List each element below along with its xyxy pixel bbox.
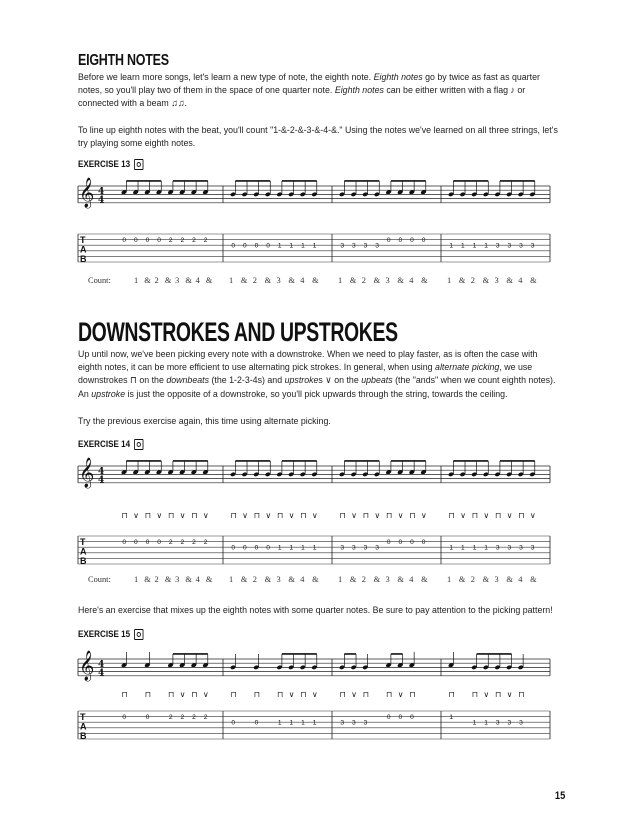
tab-fret-number: 0: [410, 237, 414, 244]
pick-stroke-symbol: ∨: [351, 690, 357, 699]
count-syllable: &: [373, 276, 381, 285]
count-syllable: 4: [518, 276, 523, 285]
tab-fret-number: 0: [410, 539, 414, 546]
treble-clef-icon: 𝄞: [79, 651, 95, 682]
pick-stroke-symbol: ⊓: [277, 690, 284, 699]
tab-fret-number: 1: [484, 242, 488, 250]
tab-fret-number: 0: [145, 237, 150, 244]
tab-fret-number: 1: [449, 242, 454, 250]
count-syllable: 1: [338, 575, 343, 584]
exercise-13-notation: [74, 172, 558, 292]
tab-fret-number: 2: [168, 539, 173, 546]
tab-fret-number: 0: [421, 539, 426, 546]
tab-fret-number: 1: [289, 544, 294, 552]
pick-stroke-symbol: ∨: [156, 511, 163, 520]
pick-stroke-symbol: ⊓: [448, 690, 455, 699]
tab-fret-number: 1: [312, 544, 317, 552]
count-syllable: 4: [300, 575, 305, 584]
count-syllable: &: [264, 575, 272, 584]
tab-fret-number: 3: [340, 544, 345, 552]
section-title-eighth-notes: EIGHTH NOTES: [78, 52, 169, 69]
pick-stroke-symbol: ⊓: [168, 690, 175, 699]
pick-stroke-symbol: ∨: [179, 690, 186, 699]
tab-fret-number: 0: [145, 539, 150, 546]
tab-fret-number: 2: [192, 539, 196, 546]
pick-stroke-symbol: ⊓: [386, 690, 393, 699]
time-signature-top: 4: [98, 659, 105, 670]
tab-fret-number: 0: [254, 242, 259, 250]
tab-clef-letter: A: [80, 721, 87, 732]
pick-stroke-symbol: ∨: [397, 511, 404, 520]
tab-fret-number: 2: [180, 237, 185, 244]
time-signature-bottom: 4: [98, 195, 105, 206]
tab-fret-number: 3: [530, 242, 535, 250]
page-number: 15: [554, 790, 566, 802]
tab-clef-letter: T: [80, 712, 86, 722]
count-syllable: 4: [409, 276, 414, 285]
tab-fret-number: 1: [312, 719, 317, 727]
count-syllable: 2: [361, 276, 366, 285]
time-signature-bottom: 4: [98, 668, 105, 679]
count-syllable: 2: [252, 276, 257, 285]
tab-fret-number: 2: [203, 539, 208, 546]
tab-fret-number: 0: [231, 719, 236, 727]
pick-stroke-symbol: ⊓: [362, 511, 369, 520]
tab-clef-letter: B: [80, 731, 87, 741]
count-syllable: 4: [195, 276, 200, 285]
tab-fret-number: 0: [134, 539, 138, 546]
pick-stroke-symbol: ⊓: [471, 511, 478, 520]
pick-stroke-symbol: ⊓: [144, 690, 151, 699]
count-syllable: 4: [409, 575, 414, 584]
tab-fret-number: 3: [507, 719, 512, 727]
tab-fret-number: 1: [277, 242, 282, 250]
pick-stroke-symbol: ⊓: [409, 690, 416, 699]
alternate-picking-instruction: Try the previous exercise again, this time using alternate picking.: [78, 416, 331, 427]
tab-fret-number: 0: [231, 544, 236, 552]
tab-fret-number: 3: [363, 719, 368, 727]
tab-fret-number: 3: [363, 544, 368, 552]
count-syllable: 1: [229, 575, 234, 584]
tab-fret-number: 1: [301, 544, 305, 552]
tab-fret-number: 3: [352, 242, 356, 250]
count-syllable: 2: [470, 575, 475, 584]
count-syllable: &: [164, 575, 172, 584]
pick-stroke-symbol: ∨: [483, 511, 490, 520]
tab-fret-number: 2: [203, 714, 208, 721]
count-syllable: &: [240, 276, 248, 285]
pick-stroke-symbol: ∨: [265, 511, 272, 520]
pick-stroke-symbol: ⊓: [448, 511, 455, 520]
tab-fret-number: 0: [243, 242, 247, 250]
count-syllable: 1: [134, 276, 139, 285]
count-syllable: &: [421, 276, 428, 285]
audio-track-icon[interactable]: [134, 629, 143, 640]
exercise-label-text: EXERCISE 14: [78, 439, 131, 450]
tab-fret-number: 3: [495, 242, 500, 250]
tab-fret-number: 0: [398, 539, 403, 546]
pick-stroke-symbol: ∨: [397, 690, 404, 699]
tab-fret-number: 0: [145, 714, 150, 721]
tab-fret-number: 0: [122, 714, 127, 721]
pick-stroke-symbol: ⊓: [518, 690, 525, 699]
pick-stroke-symbol: ∨: [506, 511, 513, 520]
tab-fret-number: 1: [484, 544, 488, 552]
pick-stroke-symbol: ⊓: [230, 690, 237, 699]
count-syllable: 2: [154, 276, 159, 285]
count-syllable: &: [185, 276, 192, 285]
tab-fret-number: 1: [301, 242, 305, 250]
tab-fret-number: 0: [398, 237, 403, 244]
pick-stroke-symbol: ⊓: [518, 511, 525, 520]
pick-stroke-symbol: ⊓: [495, 511, 502, 520]
pick-stroke-symbol: ∨: [133, 511, 139, 520]
pick-stroke-symbol: ∨: [506, 690, 513, 699]
tab-fret-number: 0: [134, 237, 138, 244]
treble-clef-icon: 𝄞: [79, 458, 95, 489]
tab-fret-number: 2: [203, 237, 208, 244]
count-syllable: 2: [361, 575, 366, 584]
pick-stroke-symbol: ⊓: [300, 511, 307, 520]
tab-fret-number: 1: [472, 242, 477, 250]
audio-track-icon[interactable]: [134, 439, 143, 450]
intro-paragraph-2: To line up eighth notes with the beat, you'll count "1-&-2-&-3-&-4-&." Using the notes we've learned on all three strings, let's try playing some eighth notes.: [78, 125, 558, 150]
count-syllable: 4: [518, 575, 523, 584]
tab-fret-number: 3: [507, 242, 512, 250]
tab-fret-number: 1: [277, 544, 282, 552]
count-syllable: &: [288, 575, 295, 584]
count-syllable: 2: [470, 276, 475, 285]
tab-fret-number: 0: [157, 237, 161, 244]
tab-fret-number: 0: [157, 539, 161, 546]
tab-fret-number: 3: [375, 544, 379, 552]
count-syllable: 2: [154, 575, 159, 584]
time-signature-top: 4: [98, 466, 105, 477]
tab-fret-number: 1: [289, 242, 294, 250]
pick-stroke-symbol: ∨: [202, 690, 209, 699]
downstrokes-paragraph: Up until now, we've been picking every note with a downstroke. When we need to play faster, as is often the case with eighth notes, it can be more efficient to use alternating pick strokes. In general, when using alternate picking, we use downstrokes ⊓ on the downbeats (the 1-2-3-4s) and upstrokes ∨ on the upbeats (the "ands" when we count eighth notes). An upstroke is just the opposite of a downstroke, so you'll pick upwards through the string, towards the ceiling.: [78, 349, 556, 400]
count-syllable: 3: [385, 276, 390, 285]
tab-fret-number: 0: [410, 714, 414, 721]
tab-fret-number: 3: [340, 719, 345, 727]
pick-stroke-symbol: ∨: [529, 511, 536, 520]
tab-fret-number: 3: [519, 242, 523, 250]
tab-fret-number: 1: [472, 544, 477, 552]
pick-stroke-symbol: ∨: [242, 511, 248, 520]
count-syllable: &: [397, 276, 404, 285]
count-syllable: &: [458, 276, 466, 285]
tab-fret-number: 0: [266, 544, 270, 552]
count-label: Count:: [88, 276, 111, 285]
tab-fret-number: 0: [386, 237, 391, 244]
pick-stroke-symbol: ⊓: [121, 511, 128, 520]
exercise-14-notation: [74, 452, 558, 592]
pick-stroke-symbol: ∨: [351, 511, 357, 520]
count-syllable: 3: [276, 276, 281, 285]
exercise-label-text: EXERCISE 15: [78, 629, 131, 640]
tab-fret-number: 3: [352, 544, 356, 552]
count-syllable: &: [164, 276, 172, 285]
count-syllable: &: [373, 575, 381, 584]
tab-fret-number: 3: [340, 242, 345, 250]
pick-stroke-symbol: ∨: [460, 511, 466, 520]
tab-clef-letter: B: [80, 556, 87, 566]
pick-stroke-symbol: ∨: [288, 690, 295, 699]
pick-stroke-symbol: ⊓: [362, 690, 369, 699]
count-syllable: &: [530, 276, 537, 285]
time-signature-top: 4: [98, 186, 105, 197]
pick-stroke-symbol: ⊓: [339, 511, 346, 520]
tab-clef-letter: B: [80, 254, 87, 264]
tab-fret-number: 3: [352, 719, 356, 727]
pick-stroke-symbol: ⊓: [471, 690, 478, 699]
count-syllable: 1: [447, 276, 452, 285]
tab-fret-number: 3: [519, 544, 523, 552]
tab-fret-number: 0: [254, 719, 259, 727]
tab-clef-letter: T: [80, 537, 86, 547]
count-syllable: 3: [175, 276, 180, 285]
pick-stroke-symbol: ∨: [311, 511, 318, 520]
tab-fret-number: 0: [386, 539, 391, 546]
count-syllable: 1: [338, 276, 343, 285]
pick-stroke-symbol: ⊓: [409, 511, 416, 520]
tab-fret-number: 3: [519, 719, 523, 727]
tab-fret-number: 1: [449, 714, 454, 721]
tab-fret-number: 3: [530, 544, 535, 552]
tab-fret-number: 0: [243, 544, 247, 552]
tab-fret-number: 1: [301, 719, 305, 727]
tab-fret-number: 2: [180, 714, 185, 721]
tab-fret-number: 0: [231, 242, 236, 250]
exercise-label-text: EXERCISE 13: [78, 159, 131, 170]
count-syllable: 2: [252, 575, 257, 584]
count-syllable: 1: [447, 575, 452, 584]
tab-fret-number: 3: [363, 242, 368, 250]
pick-stroke-symbol: ⊓: [191, 690, 198, 699]
pick-stroke-symbol: ∨: [483, 690, 490, 699]
pick-stroke-symbol: ∨: [374, 511, 381, 520]
exercise-13-label: [78, 159, 144, 170]
exercise-14-label: [78, 439, 144, 450]
count-syllable: 3: [175, 575, 180, 584]
count-syllable: &: [312, 276, 319, 285]
pick-stroke-symbol: ⊓: [253, 690, 260, 699]
audio-track-icon[interactable]: [134, 159, 143, 170]
count-syllable: &: [264, 276, 272, 285]
count-syllable: &: [397, 575, 404, 584]
tab-fret-number: 0: [254, 544, 259, 552]
tab-clef-letter: A: [80, 244, 87, 255]
count-syllable: &: [240, 575, 248, 584]
tab-fret-number: 1: [449, 544, 454, 552]
count-syllable: &: [349, 276, 357, 285]
treble-clef-icon: 𝄞: [79, 178, 95, 209]
count-syllable: &: [482, 575, 490, 584]
pick-stroke-symbol: ∨: [311, 690, 318, 699]
pick-stroke-symbol: ⊓: [144, 511, 151, 520]
tab-fret-number: 1: [289, 719, 294, 727]
count-syllable: 4: [300, 276, 305, 285]
count-syllable: &: [144, 276, 151, 285]
tab-clef-letter: A: [80, 546, 87, 557]
count-syllable: 4: [195, 575, 200, 584]
tab-fret-number: 3: [495, 544, 500, 552]
count-syllable: &: [506, 575, 513, 584]
count-syllable: 1: [229, 276, 234, 285]
pick-stroke-symbol: ⊓: [168, 511, 175, 520]
tab-fret-number: 3: [495, 719, 500, 727]
intro-paragraph: Before we learn more songs, let's learn a new type of note, the eighth note. Eighth notes go by twice as fast as quarter notes, so you'll play two of them in the space of one quarter note. Eighth notes can be either written with a flag ♪ or connected with a beam ♫♫.: [78, 72, 540, 110]
pick-stroke-symbol: ∨: [202, 511, 209, 520]
tab-fret-number: 1: [312, 242, 317, 250]
pick-stroke-symbol: ∨: [420, 511, 427, 520]
tab-fret-number: 3: [375, 242, 379, 250]
tab-clef-letter: T: [80, 235, 86, 245]
count-syllable: &: [288, 276, 295, 285]
tab-fret-number: 0: [122, 237, 127, 244]
count-syllable: 3: [494, 575, 499, 584]
tab-fret-number: 1: [461, 242, 465, 250]
count-syllable: &: [458, 575, 466, 584]
tab-fret-number: 2: [192, 237, 196, 244]
pick-stroke-symbol: ⊓: [230, 511, 237, 520]
tab-fret-number: 2: [168, 237, 173, 244]
count-syllable: &: [506, 276, 513, 285]
exercise-15-label: [78, 629, 144, 640]
pick-stroke-symbol: ⊓: [277, 511, 284, 520]
tab-fret-number: 0: [421, 237, 426, 244]
count-syllable: 3: [385, 575, 390, 584]
tab-fret-number: 0: [398, 714, 403, 721]
pick-stroke-symbol: ⊓: [121, 690, 128, 699]
count-syllable: &: [530, 575, 537, 584]
count-syllable: 3: [494, 276, 499, 285]
pick-stroke-symbol: ⊓: [191, 511, 198, 520]
tab-fret-number: 2: [192, 714, 196, 721]
pick-stroke-symbol: ∨: [179, 511, 186, 520]
count-syllable: &: [205, 575, 213, 584]
pick-stroke-symbol: ⊓: [386, 511, 393, 520]
exercise-15-notation: [74, 645, 558, 765]
tab-fret-number: 1: [277, 719, 282, 727]
mixed-notes-paragraph: Here's an exercise that mixes up the eighth notes with some quarter notes. Be sure to pay attention to the picking pattern!: [78, 605, 553, 616]
pick-stroke-symbol: ∨: [288, 511, 295, 520]
pick-stroke-symbol: ⊓: [339, 690, 346, 699]
count-syllable: &: [144, 575, 151, 584]
tab-fret-number: 1: [461, 544, 465, 552]
pick-stroke-symbol: ⊓: [495, 690, 502, 699]
tab-fret-number: 1: [472, 719, 477, 727]
tab-fret-number: 0: [266, 242, 270, 250]
section-title-downstrokes-upstrokes: DOWNSTROKES AND UPSTROKES: [78, 317, 398, 347]
count-label: Count:: [88, 575, 111, 584]
tab-fret-number: 2: [180, 539, 185, 546]
tab-fret-number: 1: [484, 719, 488, 727]
tab-fret-number: 0: [122, 539, 127, 546]
pick-stroke-symbol: ⊓: [253, 511, 260, 520]
tab-fret-number: 3: [507, 544, 512, 552]
time-signature-bottom: 4: [98, 475, 105, 486]
count-syllable: &: [421, 575, 428, 584]
count-syllable: &: [349, 575, 357, 584]
pick-stroke-symbol: ⊓: [300, 690, 307, 699]
count-syllable: &: [482, 276, 490, 285]
count-syllable: 3: [276, 575, 281, 584]
count-syllable: 1: [134, 575, 139, 584]
count-syllable: &: [312, 575, 319, 584]
count-syllable: &: [205, 276, 213, 285]
count-syllable: &: [185, 575, 192, 584]
tab-fret-number: 0: [386, 714, 391, 721]
tab-fret-number: 2: [168, 714, 173, 721]
